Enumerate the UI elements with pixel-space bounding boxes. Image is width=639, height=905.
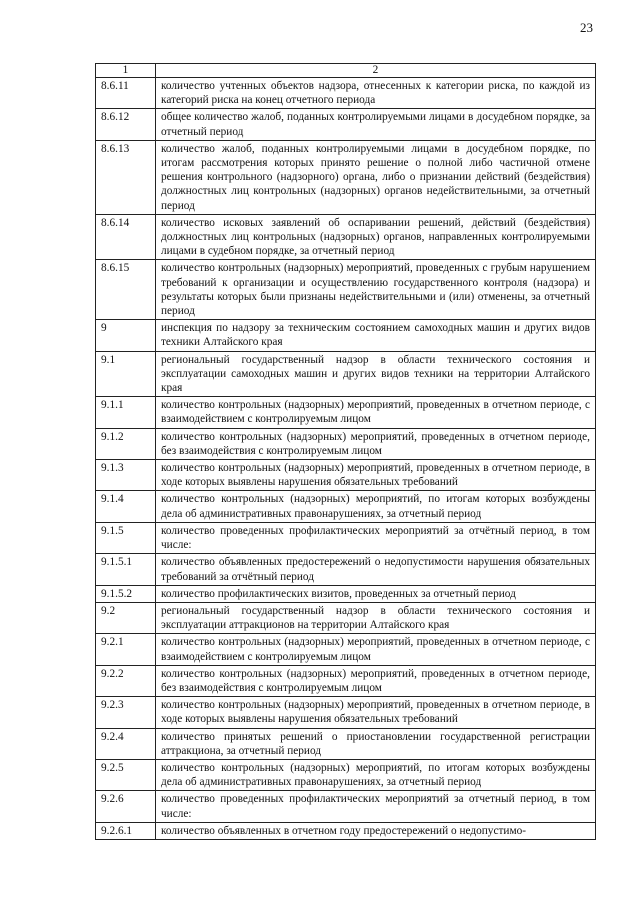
row-description: региональный государственный надзор в области технического состояния и эксплуатации аттракционов на территории Алтайского края [156,602,596,633]
row-code: 9.1.5 [96,522,156,553]
table-row [96,554,596,585]
row-code: 9.1.5.2 [96,585,156,602]
row-description: количество проведенных профилактических мероприятий за отчетный период, в том числе: [156,791,596,822]
table-row [96,791,596,822]
table-row [96,260,596,320]
row-description: количество контрольных (надзорных) мероприятий, проведенных в отчетном периоде, в ходе которых выявлены нарушения обязательных требований [156,697,596,728]
row-code: 9.1.4 [96,491,156,522]
table-row [96,320,596,351]
row-code: 9.2.4 [96,728,156,759]
row-code: 9.1.3 [96,460,156,491]
table-row [96,491,596,522]
row-code: 9.1.5.1 [96,554,156,585]
row-description: количество объявленных в отчетном году предостережений о недопустимо- [156,822,596,839]
row-description: общее количество жалоб, поданных контролируемыми лицами в досудебном порядке, за отчетный период [156,109,596,140]
table-row [96,728,596,759]
row-description: инспекция по надзору за техническим состоянием самоходных машин и других видов техники Алтайского края [156,320,596,351]
page-number: 23 [580,20,593,35]
row-description: региональный государственный надзор в области технического состояния и эксплуатации самоходных машин и других видов техники на территории Алтайского края [156,351,596,397]
report-table [95,63,596,840]
row-code: 8.6.13 [96,140,156,214]
table-row [96,697,596,728]
row-code: 9 [96,320,156,351]
table-row [96,585,596,602]
row-description: количество жалоб, поданных контролируемыми лицами в досудебном порядке, по итогам рассмотрения которых принято решение о полной либо частичной отмене решения контрольного (надзорного) органа, либо о признании действий (бездействия) должностных лиц контрольных (надзорных) органов недействительными, за отчетный период [156,140,596,214]
row-code: 8.6.11 [96,78,156,109]
row-description: количество контрольных (надзорных) мероприятий, проведенных в отчетном периоде, без взаимодействия с контролируемым лицом [156,665,596,696]
table-header-row [96,64,596,78]
table-row [96,428,596,459]
row-code: 9.2 [96,602,156,633]
column-header-2: 2 [156,64,596,78]
row-description: количество исковых заявлений об оспаривании решений, действий (бездействия) должностных лиц контрольных (надзорных) органов, направленных контролируемыми лицами в судебном порядке, за отчетный период [156,214,596,260]
table-row [96,109,596,140]
row-description: количество объявленных предостережений о недопустимости нарушения обязательных требований за отчётный период [156,554,596,585]
row-description: количество контрольных (надзорных) мероприятий, проведенных в отчетном периоде, с взаимодействием с контролируемым лицом [156,397,596,428]
row-description: количество учтенных объектов надзора, отнесенных к категории риска, по каждой из категорий риска на конец отчетного периода [156,78,596,109]
table-row [96,460,596,491]
column-header-1: 1 [96,64,156,78]
row-description: количество профилактических визитов, проведенных за отчетный период [156,585,596,602]
table-row [96,397,596,428]
row-description: количество контрольных (надзорных) мероприятий, проведенных в отчетном периоде, без взаимодействия с контролируемым лицом [156,428,596,459]
row-description: количество контрольных (надзорных) мероприятий, проведенных с грубым нарушением требований к организации и осуществлению государственного контроля (надзора) и результаты которых были признаны недействительными и (или) отменены, за отчетный период [156,260,596,320]
table-body [96,78,596,840]
row-code: 8.6.15 [96,260,156,320]
table-row [96,665,596,696]
row-description: количество проведенных профилактических мероприятий за отчётный период, в том числе: [156,522,596,553]
row-code: 8.6.14 [96,214,156,260]
row-code: 9.2.2 [96,665,156,696]
row-description: количество принятых решений о приостановлении государственной регистрации аттракциона, за отчетный период [156,728,596,759]
table-row [96,351,596,397]
table-row [96,140,596,214]
table-row [96,214,596,260]
row-code: 9.1.1 [96,397,156,428]
row-description: количество контрольных (надзорных) мероприятий, по итогам которых возбуждены дела об административных правонарушениях, за отчетный период [156,759,596,790]
row-description: количество контрольных (надзорных) мероприятий, проведенных в отчетном периоде, в ходе которых выявлены нарушения обязательных требований [156,460,596,491]
row-code: 9.2.3 [96,697,156,728]
table-row [96,822,596,839]
row-code: 9.2.5 [96,759,156,790]
row-code: 9.1 [96,351,156,397]
row-code: 9.1.2 [96,428,156,459]
row-description: количество контрольных (надзорных) мероприятий, проведенных в отчетном периоде, с взаимодействием с контролируемым лицом [156,634,596,665]
row-code: 9.2.6 [96,791,156,822]
row-code: 9.2.1 [96,634,156,665]
table-row [96,522,596,553]
table-row [96,759,596,790]
table-row [96,78,596,109]
row-description: количество контрольных (надзорных) мероприятий, по итогам которых возбуждены дела об административных правонарушениях, за отчетный период [156,491,596,522]
table-row [96,634,596,665]
table-row [96,602,596,633]
row-code: 9.2.6.1 [96,822,156,839]
row-code: 8.6.12 [96,109,156,140]
